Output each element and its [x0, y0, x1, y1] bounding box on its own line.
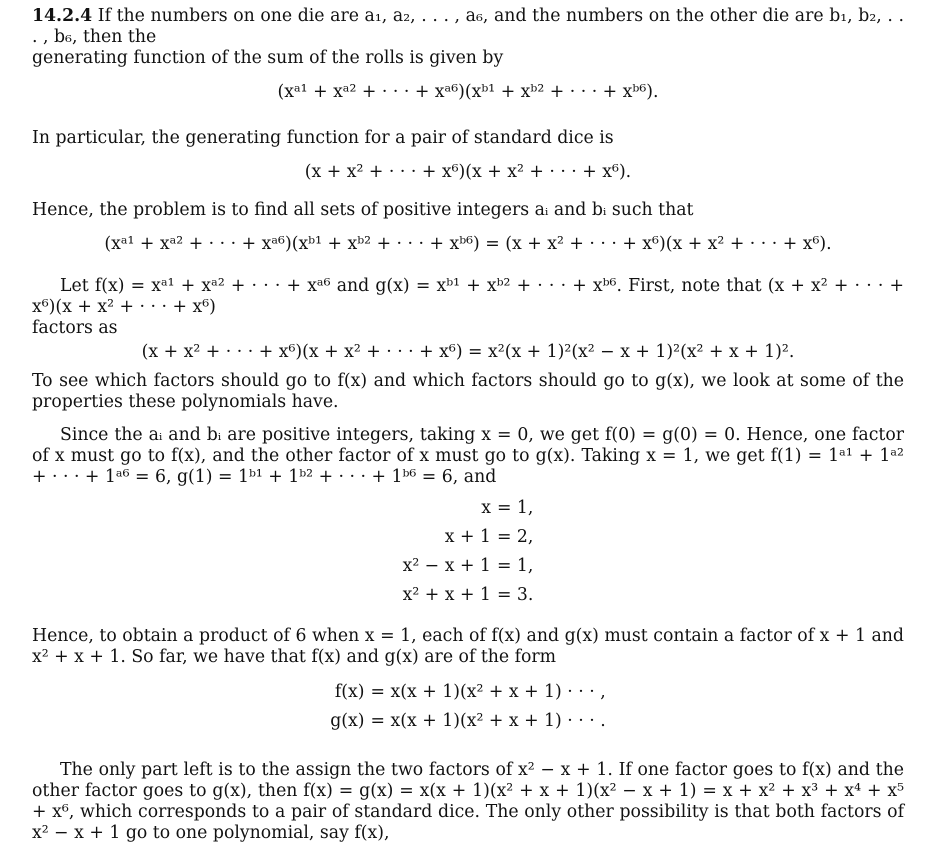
intro-line-1: If the numbers on one die are a₁, a₂, . . . , a₆, and the numbers on the other die are b₁, b₂, . . . , b₆, then the	[32, 6, 904, 47]
factor-lhs: x² + x + 1	[402, 585, 491, 605]
factor-rhs: = 2,	[496, 527, 534, 547]
problem-number: 14.2.4	[32, 6, 93, 26]
factor-row	[403, 523, 534, 552]
paragraph-remaining-factors: The only part left is to the assign the two factors of x² − x + 1. If one factor goes to f(x) and the other factor goes to g(x), then f(x) = g(x) = x(x + 1)(x² + x + 1)(x² − x + 1) = x + x² + x³ + x⁴ + x⁵ + x⁶, which corresponds to a pair of standard dice. The only other possibility is that both factors of x² − x + 1 go to one polynomial, say f(x),	[32, 760, 904, 843]
factor-lhs: x + 1	[444, 527, 491, 547]
document-page	[32, 6, 904, 844]
form-row	[330, 707, 605, 736]
form-lhs: f(x)	[334, 682, 365, 702]
form-row	[330, 678, 605, 707]
factor-lhs: x	[481, 498, 491, 518]
equation-main: (xᵃ¹ + xᵃ² + · · · + xᵃ⁶)(xᵇ¹ + xᵇ² + · · · + xᵇ⁶) = (x + x² + · · · + x⁶)(x + x² + · · · + x⁶).	[104, 234, 832, 254]
factor-rhs: = 3.	[496, 585, 534, 605]
equation-generating-function: (xᵃ¹ + xᵃ² + · · · + xᵃ⁶)(xᵇ¹ + xᵇ² + · · · + xᵇ⁶).	[277, 82, 659, 102]
paragraph-problem-statement: Hence, the problem is to find all sets of positive integers aᵢ and bᵢ such that	[32, 200, 694, 220]
paragraph-factor-assignment: To see which factors should go to f(x) and which factors should go to g(x), we look at some of the properties these polynomials have.	[32, 371, 904, 412]
paragraph-define-f-g	[32, 276, 904, 339]
define-line-1: Let f(x) = xᵃ¹ + xᵃ² + · · · + xᵃ⁶ and g(x) = xᵇ¹ + xᵇ² + · · · + xᵇ⁶. First, note that (x + x² + · · · + x⁶)(x + x² + · · · + x⁶)	[32, 276, 904, 317]
paragraph-positive-integers: Since the aᵢ and bᵢ are positive integers, taking x = 0, we get f(0) = g(0) = 0. Hence, one factor of x must go to f(x), and the other factor of x must go to g(x). Taking x = 1, we get f(1) = 1ᵃ¹ + 1ᵃ² + · · · + 1ᵃ⁶ = 6, g(1) = 1ᵇ¹ + 1ᵇ² + · · · + 1ᵇ⁶ = 6, and	[32, 425, 904, 487]
factor-rhs: = 1,	[496, 498, 534, 518]
form-equations-array	[32, 678, 904, 736]
intro-line-2: generating function of the sum of the rolls is given by	[32, 48, 504, 68]
form-lhs: g(x)	[330, 711, 365, 731]
factor-row	[403, 494, 534, 523]
paragraph-product-six: Hence, to obtain a product of 6 when x = 1, each of f(x) and g(x) must contain a factor of x + 1 and x² + x + 1. So far, we have that f(x) and g(x) are of the form	[32, 626, 904, 667]
equation-standard-dice: (x + x² + · · · + x⁶)(x + x² + · · · + x⁶).	[304, 162, 632, 182]
form-rhs: = x(x + 1)(x² + x + 1) · · · .	[370, 711, 606, 731]
factor-row	[403, 552, 534, 581]
factor-lhs: x² − x + 1	[402, 556, 491, 576]
form-rhs: = x(x + 1)(x² + x + 1) · · · ,	[370, 682, 606, 702]
paragraph-standard-dice: In particular, the generating function for a pair of standard dice is	[32, 128, 614, 148]
factor-values-array	[32, 494, 904, 610]
factor-row	[403, 581, 534, 610]
equation-factorization: (x + x² + · · · + x⁶)(x + x² + · · · + x⁶) = x²(x + 1)²(x² − x + 1)²(x² + x + 1)².	[141, 342, 795, 362]
paragraph-problem-intro	[32, 6, 904, 69]
define-line-2: factors as	[32, 318, 118, 338]
factor-rhs: = 1,	[496, 556, 534, 576]
